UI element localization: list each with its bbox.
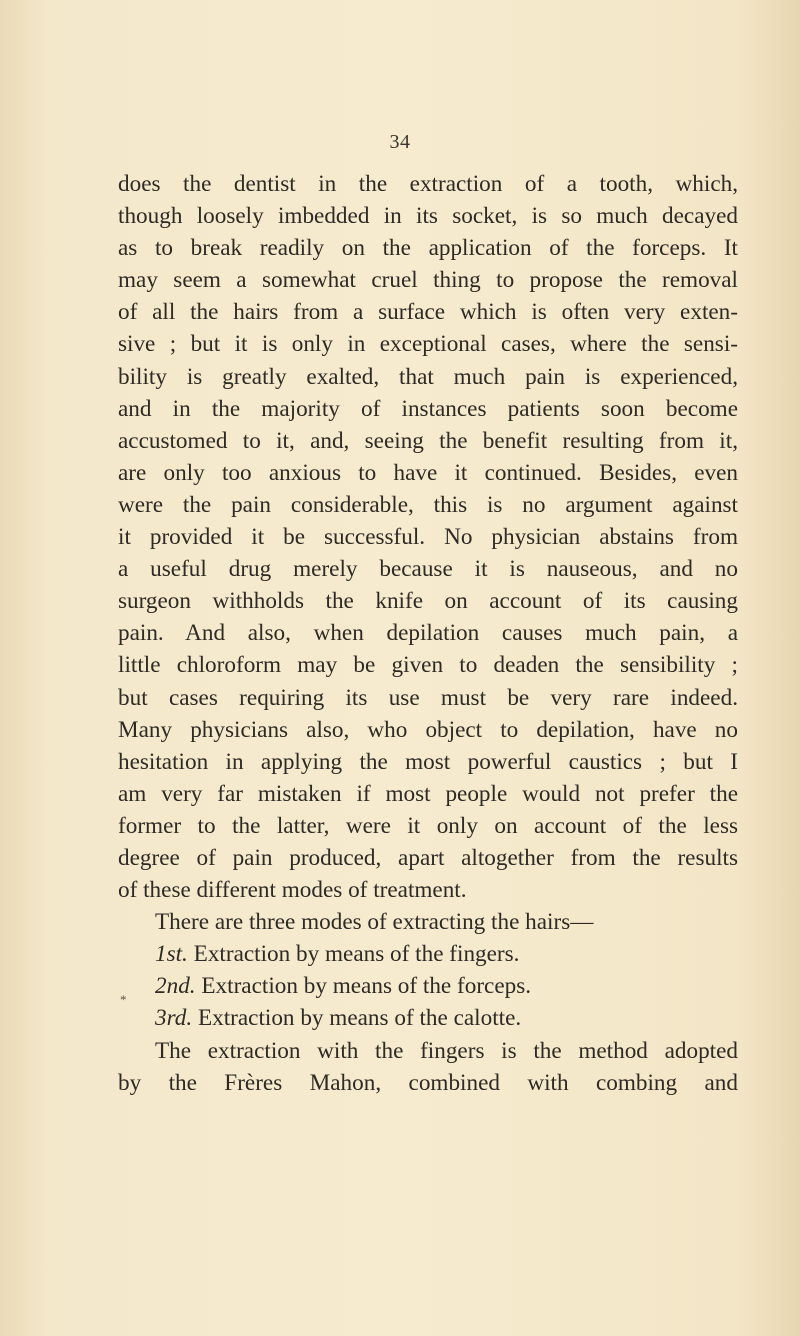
text-line: degree of pain produced, apart altogether from the results — [118, 844, 738, 871]
list-item-text: Extraction by means of the fingers. — [193, 941, 520, 968]
text-line: pain. And also, when depilation causes much pain, a — [118, 620, 738, 647]
text-line: though loosely imbedded in its socket, is so much decayed — [118, 203, 738, 230]
list-ordinal: 2nd. — [155, 973, 196, 1000]
text-line: a useful drug merely because it is nauseous, and no — [118, 556, 738, 583]
list-item-mode-1 — [118, 938, 738, 970]
paragraph-extraction-modes — [118, 906, 738, 1034]
text-line: are only too anxious to have it continued. Besides, even — [118, 459, 738, 486]
marginal-asterisk-mark: * — [120, 992, 127, 1007]
page-number: 34 — [389, 131, 411, 153]
list-ordinal: 1st. — [155, 941, 188, 968]
text-line: surgeon withholds the knife on account of its causing — [118, 588, 738, 615]
text-line: Many physicians also, who object to depilation, have no — [118, 716, 738, 743]
body-text — [118, 168, 738, 1099]
text-line: and in the majority of instances patients soon become — [118, 395, 738, 422]
text-line: of these different modes of treatment. — [118, 877, 467, 904]
paragraph-depilation-pain — [118, 168, 738, 906]
text-line: bility is greatly exalted, that much pain is experienced, — [118, 363, 738, 390]
text-line: does the dentist in the extraction of a tooth, which, — [118, 171, 738, 197]
list-item-text: Extraction by means of the forceps. — [201, 973, 532, 1000]
text-line: of all the hairs from a surface which is often very exten- — [118, 299, 738, 326]
text-line: were the pain considerable, this is no argument against — [118, 491, 738, 518]
text-line: may seem a somewhat cruel thing to propose the removal — [118, 267, 738, 294]
text-line: former to the latter, were it only on account of the less — [118, 812, 738, 839]
text-line: as to break readily on the application of the forceps. It — [118, 235, 738, 262]
text-line: The extraction with the fingers is the method adopted — [155, 1037, 738, 1064]
text-line: hesitation in applying the most powerful caustics ; but I — [118, 748, 738, 775]
text-line: am very far mistaken if most people would not prefer the — [118, 780, 738, 807]
list-item-mode-2 — [118, 970, 738, 1002]
list-ordinal: 3rd. — [155, 1005, 193, 1032]
text-line: by the Frères Mahon, combined with combing and — [118, 1069, 738, 1096]
list-item-mode-3 — [118, 1002, 738, 1034]
text-line: sive ; but it is only in exceptional cases, where the sensi- — [118, 331, 738, 358]
text-line: There are three modes of extracting the hairs— — [155, 909, 594, 936]
text-line: little chloroform may be given to deaden the sensibility ; — [118, 652, 738, 679]
paragraph-freres-mahon — [118, 1035, 738, 1099]
text-line: it provided it be successful. No physician abstains from — [118, 524, 738, 551]
text-line: but cases requiring its use must be very rare indeed. — [118, 684, 738, 711]
list-item-text: Extraction by means of the calotte. — [197, 1005, 522, 1032]
text-line: accustomed to it, and, seeing the benefit resulting from it, — [118, 427, 738, 454]
